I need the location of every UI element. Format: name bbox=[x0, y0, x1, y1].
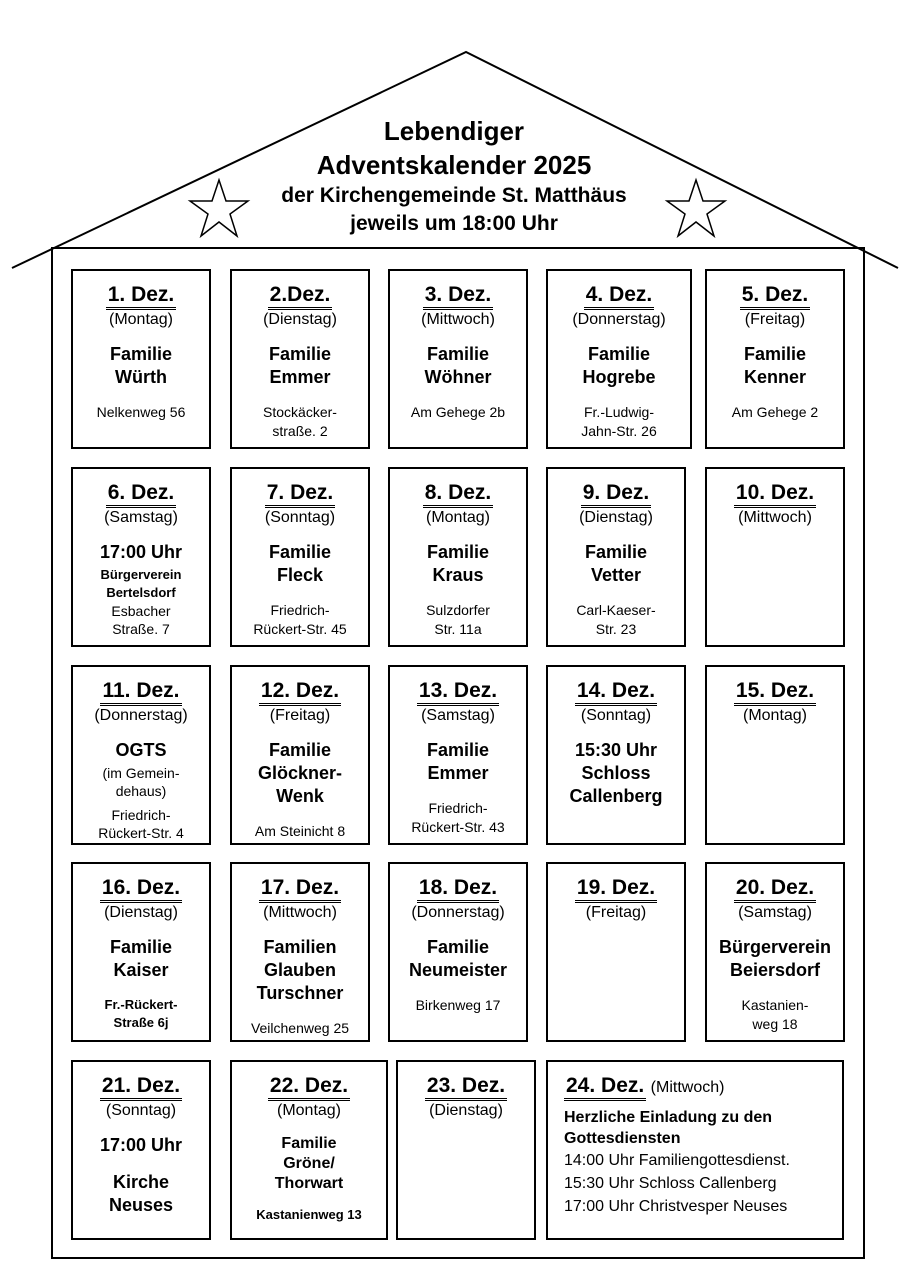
host-name: Familie Kraus bbox=[426, 542, 490, 585]
day-date: 11. Dez. bbox=[100, 679, 181, 706]
day-box-1 bbox=[71, 269, 211, 449]
day-date: 23. Dez. bbox=[425, 1074, 507, 1101]
day-box-4 bbox=[546, 269, 692, 449]
day-weekday: (Samstag) bbox=[738, 904, 812, 921]
day-weekday: (Mittwoch) bbox=[263, 904, 337, 921]
day-box-9 bbox=[546, 467, 686, 647]
day-weekday: (Montag) bbox=[276, 1102, 342, 1119]
day-date: 1. Dez. bbox=[106, 283, 177, 310]
address: Carl-Kaeser- Str. 23 bbox=[576, 602, 656, 637]
day-weekday: (Donnerstag) bbox=[94, 707, 188, 724]
day-weekday: (Montag) bbox=[425, 509, 491, 526]
day-weekday: (Donnerstag) bbox=[411, 904, 505, 921]
day-date: 7. Dez. bbox=[265, 481, 336, 508]
title-line-3: der Kirchengemeinde St. Matthäus bbox=[281, 184, 627, 207]
address: Friedrich- Rückert-Str. 43 bbox=[411, 800, 505, 835]
location-name: Kirche Neuses bbox=[108, 1172, 174, 1215]
host-name: Bürgerverein Beiersdorf bbox=[718, 937, 832, 980]
day-weekday: (Mittwoch) bbox=[421, 311, 495, 328]
day-weekday: (Freitag) bbox=[269, 707, 331, 724]
host-name: 17:00 Uhr bbox=[99, 1135, 183, 1155]
day-weekday: (Samstag) bbox=[104, 509, 178, 526]
day-date: 15. Dez. bbox=[734, 679, 816, 706]
day-weekday: (Mittwoch) bbox=[650, 1079, 725, 1096]
address: Kastanien- weg 18 bbox=[741, 997, 809, 1032]
day-weekday: (Mittwoch) bbox=[738, 509, 812, 526]
day-date: 24. Dez. bbox=[564, 1074, 646, 1101]
address: Nelkenweg 56 bbox=[96, 404, 186, 420]
day-date: 10. Dez. bbox=[734, 481, 816, 508]
day-weekday: (Samstag) bbox=[421, 707, 495, 724]
day-weekday: (Donnerstag) bbox=[572, 311, 666, 328]
organization: Fr.-Rückert- Straße 6j bbox=[104, 997, 178, 1030]
service-line: 14:00 Uhr Familiengottesdienst. bbox=[564, 1152, 790, 1169]
host-name: OGTS bbox=[115, 740, 167, 760]
day-date: 8. Dez. bbox=[423, 481, 494, 508]
day-box-20 bbox=[705, 862, 845, 1042]
day-weekday: (Montag) bbox=[108, 311, 174, 328]
service-line: 15:30 Uhr Schloss Callenberg bbox=[564, 1175, 777, 1192]
day-date: 5. Dez. bbox=[740, 283, 811, 310]
organization: Kastanienweg 13 bbox=[256, 1207, 362, 1222]
day-date: 3. Dez. bbox=[423, 283, 494, 310]
day-weekday: (Dienstag) bbox=[429, 1102, 503, 1119]
day-date: 13. Dez. bbox=[417, 679, 499, 706]
host-name: Familie Neumeister bbox=[408, 937, 508, 980]
day-weekday: (Montag) bbox=[742, 707, 808, 724]
address: Friedrich- Rückert-Str. 45 bbox=[253, 602, 347, 637]
host-name: Familie Kenner bbox=[743, 344, 807, 387]
day-box-11 bbox=[71, 665, 211, 845]
day-box-10 bbox=[705, 467, 845, 647]
day-date: 18. Dez. bbox=[417, 876, 499, 903]
day-box-16 bbox=[71, 862, 211, 1042]
address: Am Gehege 2 bbox=[731, 404, 819, 420]
day-weekday: (Sonntag) bbox=[264, 509, 336, 526]
day-box-2 bbox=[230, 269, 370, 449]
day-weekday: (Sonntag) bbox=[105, 1102, 177, 1119]
day-date: 21. Dez. bbox=[100, 1074, 182, 1101]
address: Am Gehege 2b bbox=[410, 404, 506, 420]
host-name: Familie Wöhner bbox=[424, 344, 492, 387]
day-box-13 bbox=[388, 665, 528, 845]
title-line-1: Lebendiger bbox=[383, 116, 525, 146]
day-box-5 bbox=[705, 269, 845, 449]
day-weekday: (Dienstag) bbox=[579, 509, 653, 526]
address: Fr.-Ludwig- Jahn-Str. 26 bbox=[581, 404, 657, 439]
day-box-8 bbox=[388, 467, 528, 647]
day-date: 16. Dez. bbox=[100, 876, 182, 903]
host-note: (im Gemein- dehaus) bbox=[102, 765, 180, 799]
day-date: 2.Dez. bbox=[268, 283, 333, 310]
address: Stockäcker- straße. 2 bbox=[263, 404, 337, 439]
host-name: 15:30 Uhr Schloss Callenberg bbox=[569, 740, 663, 806]
host-name: 17:00 Uhr bbox=[99, 542, 183, 562]
day-date: 9. Dez. bbox=[581, 481, 652, 508]
day-box-15 bbox=[705, 665, 845, 845]
address: Sulzdorfer Str. 11a bbox=[426, 602, 490, 637]
host-name: Familien Glauben Turschner bbox=[256, 937, 344, 1003]
day-box-19 bbox=[546, 862, 686, 1042]
day-date: 12. Dez. bbox=[259, 679, 341, 706]
day-box-14 bbox=[546, 665, 686, 845]
day-box-3 bbox=[388, 269, 528, 449]
day-date: 20. Dez. bbox=[734, 876, 816, 903]
address: Friedrich- Rückert-Str. 4 bbox=[98, 807, 184, 841]
day-weekday: (Freitag) bbox=[744, 311, 806, 328]
host-name: Familie Vetter bbox=[584, 542, 648, 585]
host-name: Familie Hogrebe bbox=[582, 344, 656, 387]
day-box-22 bbox=[230, 1060, 388, 1240]
invitation-text: Herzliche Einladung zu den Gottesdiensten bbox=[564, 1109, 773, 1147]
day-weekday: (Dienstag) bbox=[263, 311, 337, 328]
day-date: 14. Dez. bbox=[575, 679, 657, 706]
organization: Bürgerverein Bertelsdorf bbox=[100, 567, 182, 600]
day-weekday: (Sonntag) bbox=[580, 707, 652, 724]
day-box-6 bbox=[71, 467, 211, 647]
host-name: Familie Emmer bbox=[268, 344, 332, 387]
day-box-7 bbox=[230, 467, 370, 647]
day-box-23 bbox=[396, 1060, 536, 1240]
day-box-17 bbox=[230, 862, 370, 1042]
day-date: 19. Dez. bbox=[575, 876, 657, 903]
host-name: Familie Würth bbox=[109, 344, 173, 387]
day-weekday: (Freitag) bbox=[585, 904, 647, 921]
day-weekday: (Dienstag) bbox=[104, 904, 178, 921]
day-date: 17. Dez. bbox=[259, 876, 341, 903]
service-line: 17:00 Uhr Christvesper Neuses bbox=[564, 1198, 788, 1215]
address: Esbacher Straße. 7 bbox=[111, 603, 171, 637]
host-name: Familie Fleck bbox=[268, 542, 332, 585]
day-box-18 bbox=[388, 862, 528, 1042]
title-line-2: Adventskalender 2025 bbox=[316, 150, 592, 180]
host-name: Familie Glöckner- Wenk bbox=[257, 740, 343, 806]
address: Veilchenweg 25 bbox=[250, 1020, 350, 1036]
host-name: Familie Gröne/ Thorwart bbox=[274, 1135, 344, 1192]
host-name: Familie Kaiser bbox=[109, 937, 173, 980]
host-name: Familie Emmer bbox=[426, 740, 490, 783]
day-box-12 bbox=[230, 665, 370, 845]
day-box-21 bbox=[71, 1060, 211, 1240]
address: Birkenweg 17 bbox=[415, 997, 501, 1013]
day-date: 4. Dez. bbox=[584, 283, 655, 310]
day-date: 6. Dez. bbox=[106, 481, 177, 508]
day-date: 22. Dez. bbox=[268, 1074, 350, 1101]
title-line-4: jeweils um 18:00 Uhr bbox=[350, 212, 558, 235]
address: Am Steinicht 8 bbox=[254, 823, 346, 839]
day-box-24 bbox=[546, 1060, 844, 1240]
